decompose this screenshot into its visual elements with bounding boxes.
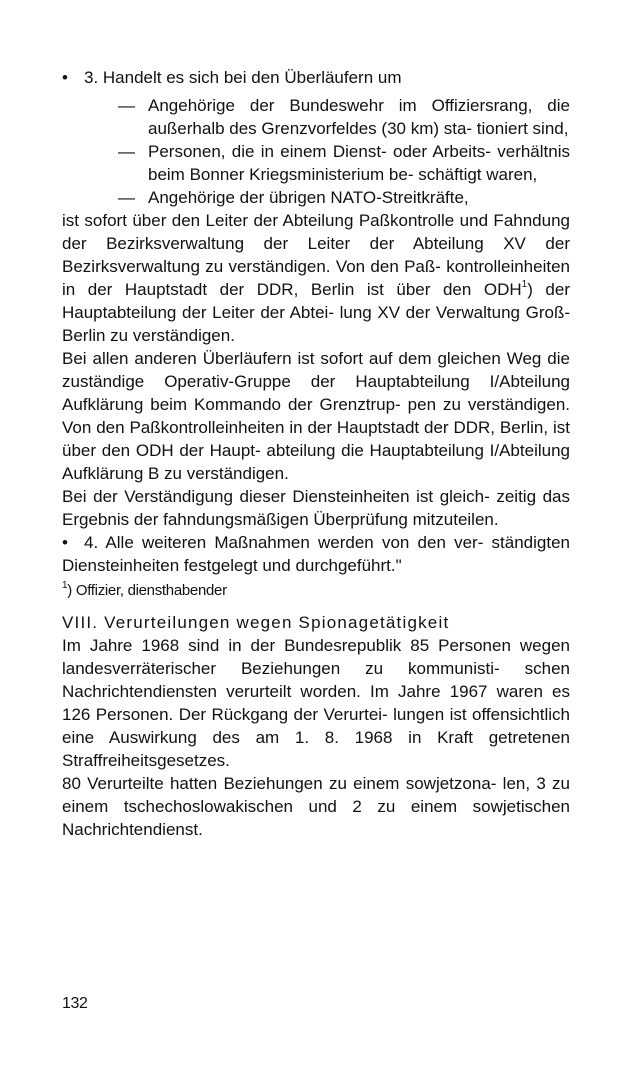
list-item-text: Angehörige der Bundeswehr im Offiziersrang, die außerhalb des Grenzvorfeldes (30 km) sta- tioniert sind, [148,96,570,138]
document-page [62,66,570,841]
continuation-text-2: ) der Hauptabteilung der Leiter der Abtei- lung XV der Verwaltung Groß-Berlin zu verständigen. [62,280,570,345]
paragraph: Bei der Verständigung dieser Diensteinheiten ist gleich- zeitig das Ergebnis der fahndungsmäßigen Überprüfung mitzuteilen. [62,487,570,529]
page-number: 132 [62,995,88,1012]
list-item-text: Angehörige der übrigen NATO-Streitkräfte, [148,188,469,207]
bullet-icon: • [62,68,68,87]
dash-icon: — [118,96,135,115]
item-3-lead-text: 3. Handelt es sich bei den Überläufern um [84,68,402,87]
list-item [118,140,570,186]
list-item [118,94,570,140]
item-3-continuation [62,209,570,347]
footnote-text: ) Offizier, diensthabender [67,582,227,599]
paragraph: Im Jahre 1968 sind in der Bundesrepublik 85 Personen wegen landesverräterischer Beziehungen zu kommunisti- schen Nachrichtendiensten verurteilt worden. Im Jahre 1967 waren es 126 Personen. Der Rückgang der Verurtei- lungen ist offensichtlich eine Auswirkung des am 1. 8. 1968 in Kraft getretenen Straffreiheitsgesetzes. [62,636,570,770]
footnote-marker: 1 [62,580,68,591]
item-3-sublist [62,94,570,209]
footnote-reference: 1 [521,279,528,291]
continuation-text-1: ist sofort über den Leiter der Abteilung Paßkontrolle und Fahndung der Bezirksverwaltung der Leiter der Abteilung XV der Bezirksverwaltung zu verständigen. Von den Paß- kontrolleinheiten in der Hauptstadt der DDR, Berlin ist über den ODH [62,211,570,299]
paragraph: Bei allen anderen Überläufern ist sofort auf dem gleichen Weg die zuständige Operativ-Gruppe der Hauptabteilung I/Abteilung Aufklärung beim Kommando der Grenztrup- pen zu verständigen. Von den Paßkontrolleinheiten in der Hauptstadt der DDR, Berlin, ist über den ODH der Haupt- abteilung die Hauptabteilung I/Abteilung Aufklärung B zu verständigen. [62,349,570,483]
item-4 [62,531,570,577]
list-item-text: Personen, die in einem Dienst- oder Arbeits- verhältnis beim Bonner Kriegsministerium be- schäftigt waren, [148,142,570,184]
item-3-lead [62,66,570,89]
dash-icon: — [118,142,135,161]
paragraph: 80 Verurteilte hatten Beziehungen zu einem sowjetzona- len, 3 zu einem tschechoslowakischen und 2 zu einem sowjetischen Nachrichtendienst. [62,774,570,839]
section-heading: VIII. Verurteilungen wegen Spionagetätigkeit [62,613,450,632]
bullet-icon: • [62,533,68,552]
item-4-text: 4. Alle weiteren Maßnahmen werden von den ver- ständigten Diensteinheiten festgelegt und durchgeführt." [62,533,570,575]
list-item [118,186,570,209]
footnote [62,581,570,601]
dash-icon: — [118,188,135,207]
